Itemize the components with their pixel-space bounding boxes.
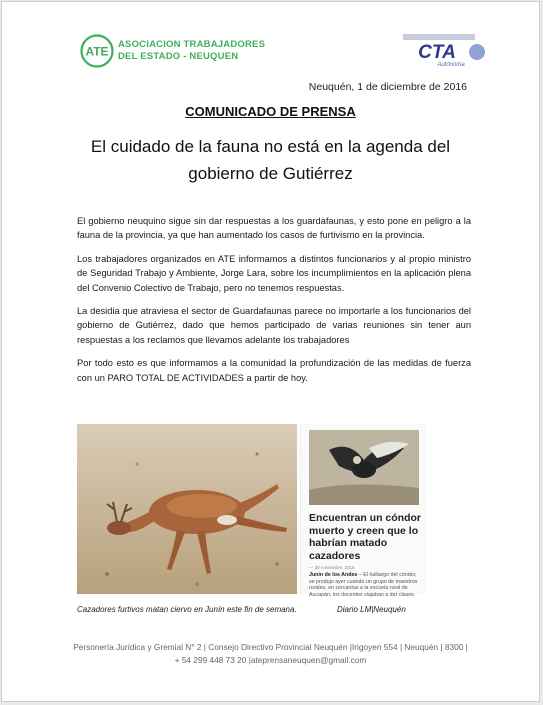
footer-line1: Personería Jurídica y Gremial N° 2 | Consejo Directivo Provincial Neuquén |Irigoyen 554 | Neuquén | 8300 | <box>73 642 468 652</box>
sun-icon <box>469 44 485 60</box>
photo-source: Diario LM|Neuquén <box>337 605 406 614</box>
headline <box>2 133 539 187</box>
cta-logo-graphic <box>387 30 487 70</box>
ate-name-line1: ASOCIACION TRABAJADORES <box>118 39 266 50</box>
article-date: — 30 noviembre, 2016 <box>309 565 355 570</box>
deer-photo <box>77 424 297 594</box>
cta-logo-text: CTA <box>418 42 456 63</box>
ate-name-line2: DEL ESTADO - NEUQUEN <box>118 51 239 62</box>
ate-circle-icon <box>80 34 114 68</box>
cta-subtitle: Autónoma <box>437 62 465 68</box>
article-title: Encuentran un cóndor muerto y creen que lo habrían matado cazadores <box>309 512 422 562</box>
article-text <box>309 572 421 598</box>
condor-photo <box>309 430 419 505</box>
paragraph-3: La desidia que atraviesa el sector de Guardafaunas parece no importarle a los funcionarios del gobierno de Gutiérrez, dado que hemos participado de varias reuniones sin tener aun respuestas a los reclamos que llevamos adelante los trabajadores <box>77 306 471 345</box>
paragraph-4: Por todo esto es que informamos a la comunidad la profundización de las medidas de fuerza con un PARO TOTAL DE ACTIVIDADES a partir de hoy. <box>77 358 471 383</box>
cta-logo <box>387 30 487 75</box>
condor-photo-graphic <box>309 430 419 505</box>
body-text <box>77 214 471 394</box>
paragraph-1: El gobierno neuquino sigue sin dar respuestas a los guardafaunas, y esto pone en peligro a la fauna de la provincia, ya que han aumentado los casos de furtivismo en la provincia. <box>77 216 471 241</box>
photo-caption: Cazadores furtivos matan ciervo en Junín este fin de semana. <box>77 605 297 614</box>
press-release-title: COMUNICADO DE PRENSA <box>185 104 356 119</box>
headline-line1: El cuidado de la fauna no está en la agenda del <box>90 137 451 156</box>
document-page <box>1 1 540 702</box>
paragraph-2: Los trabajadores organizados en ATE informamos a distintos funcionarios y al propio ministro de Seguridad Trabajo y Ambiente, Jorge Lara, sobre los incumplimientos en la aplicación plena del Convenio Colectivo de Trabajo, pero no tenemos respuestas. <box>77 253 471 293</box>
ate-organization-name <box>118 39 278 63</box>
document-date: Neuquén, 1 de diciembre de 2016 <box>308 81 467 93</box>
news-article-clipping <box>300 424 427 598</box>
ate-logo-text: ATE <box>85 44 109 59</box>
deer-photo-graphic <box>77 424 297 594</box>
footer-line2: + 54 299 448 73 20 |ateprensaneuquen@gmail.com <box>174 655 367 665</box>
article-location: Junín de los Andes <box>309 572 358 578</box>
footer <box>2 641 539 667</box>
article-lead: – El hallazgo del cóndor, se produjo ayer cuando un grupo de maestros rurales, en cercanías a la escuela rural de Aucapán, los docentes viajaban a dar clases. <box>309 572 418 598</box>
headline-line2: gobierno de Gutiérrez <box>188 164 353 183</box>
